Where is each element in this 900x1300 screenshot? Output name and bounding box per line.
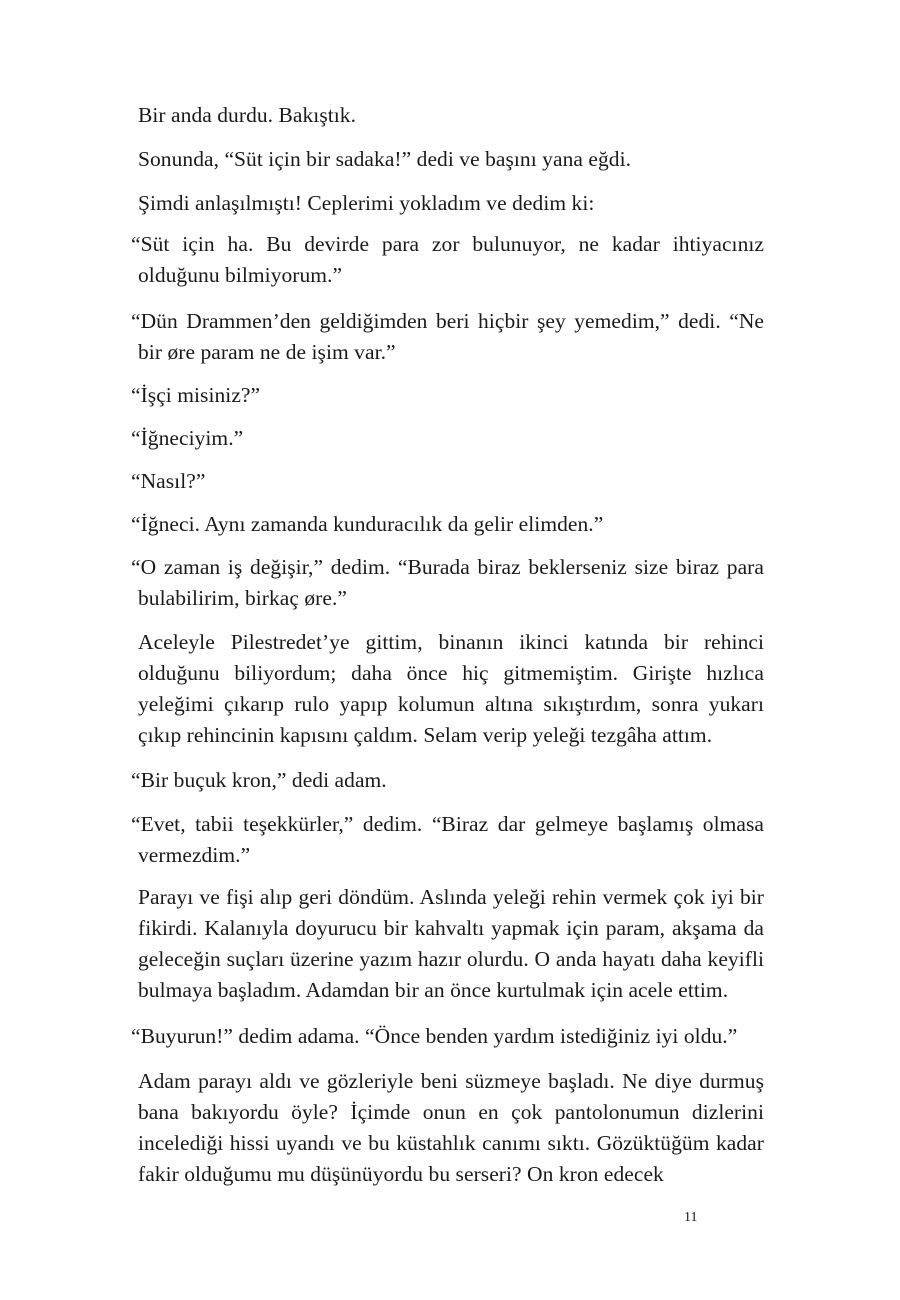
paragraph-5-text: “Dün Drammen’den geldiğimden beri hiçbir şey yemedim,” dedi. “Ne bir øre param ne de işim var.” — [131, 309, 764, 364]
page-number: 11 — [684, 1210, 698, 1225]
paragraph-11: Aceleyle Pilestredet’ye gittim, binanın ikinci katında bir rehinci olduğunu biliyordum; daha önce hiç gitmemiştim. Girişte hızlıca yeleğimi çıkarıp rulo yapıp kolumun altına sıkıştırdım, sonra yukarı çıkıp rehincinin kapısını çaldım. Selam verip yeleği tezgâha attım. — [138, 630, 764, 747]
paragraph-13 — [131, 809, 764, 871]
paragraph-4 — [131, 229, 764, 291]
paragraph-12-text: “Bir buçuk kron,” dedi adam. — [131, 768, 387, 792]
paragraph-6 — [131, 380, 764, 411]
paragraph-12 — [131, 765, 764, 796]
paragraph-2: Sonunda, “Süt için bir sadaka!” dedi ve başını yana eğdi. — [138, 147, 632, 171]
paragraph-6-text: “İşçi misiniz?” — [131, 383, 261, 407]
paragraph-3: Şimdi anlaşılmıştı! Ceplerimi yokladım ve dedim ki: — [138, 191, 595, 215]
paragraph-15-text: “Buyurun!” dedim adama. “Önce benden yardım istediğiniz iyi oldu.” — [131, 1024, 738, 1048]
paragraph-9 — [131, 509, 764, 540]
paragraph-8 — [131, 466, 764, 497]
paragraph-15 — [131, 1021, 764, 1052]
paragraph-14: Parayı ve fişi alıp geri döndüm. Aslında yeleği rehin vermek çok iyi bir fikirdi. Kalanıyla doyurucu bir kahvaltı yapmak için param, akşama da geleceğin suçları üzerine yazım hazır olurdu. O anda hayatı daha keyifli bulmaya başladım. Adamdan bir an önce kurtulmak için acele ettim. — [138, 885, 764, 1002]
paragraph-7 — [131, 423, 764, 454]
paragraph-7-text: “İğneciyim.” — [131, 426, 244, 450]
paragraph-9-text: “İğneci. Aynı zamanda kunduracılık da gelir elimden.” — [131, 512, 604, 536]
paragraph-10 — [131, 552, 764, 614]
paragraph-1: Bir anda durdu. Bakıştık. — [138, 103, 357, 127]
paragraph-13-text: “Evet, tabii teşekkürler,” dedim. “Biraz dar gelmeye başlamış olmasa vermezdim.” — [131, 812, 764, 867]
paragraph-4-text: “Süt için ha. Bu devirde para zor bulunuyor, ne kadar ihtiyacınız olduğunu bilmiyorum.” — [131, 232, 764, 287]
paragraph-16: Adam parayı aldı ve gözleriyle beni süzmeye başladı. Ne diye durmuş bana bakıyordu öyle? İçimde onun en çok pantolonumun dizlerini incelediği hissi uyandı ve bu küstahlık canımı sıktı. Gözüktüğüm kadar fakir olduğumu mu düşünüyordu bu serseri? On kron edecek — [138, 1069, 764, 1186]
paragraph-5 — [131, 306, 764, 368]
paragraph-10-text: “O zaman iş değişir,” dedim. “Burada biraz beklerseniz size biraz para bulabilirim, birkaç øre.” — [131, 555, 764, 610]
paragraph-8-text: “Nasıl?” — [131, 469, 206, 493]
